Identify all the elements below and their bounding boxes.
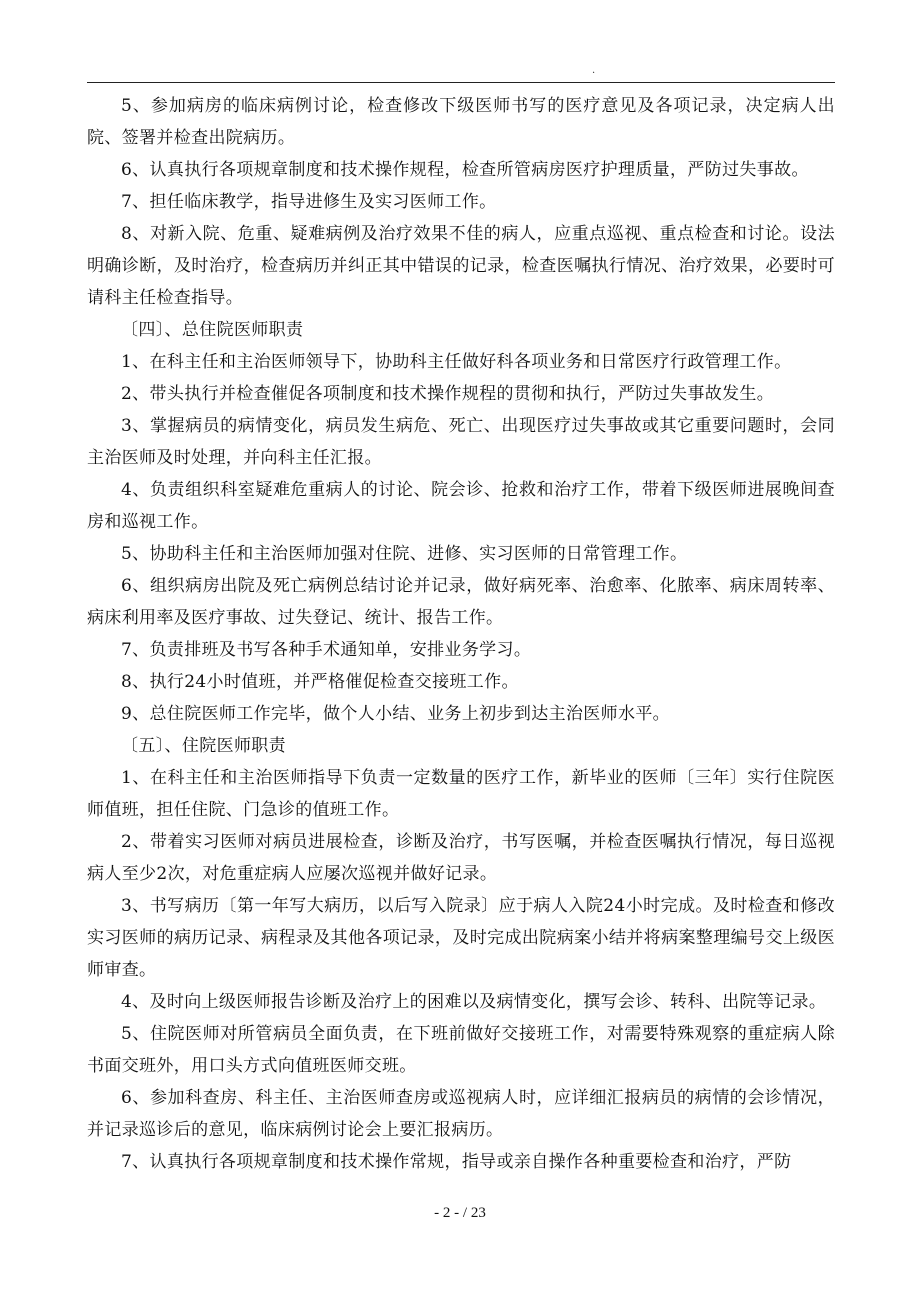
paragraph: 1、在科主任和主治医师领导下，协助科主任做好科各项业务和日常医疗行政管理工作。 bbox=[121, 352, 792, 372]
paragraph: 3、掌握病员的病情变化，病员发生病危、死亡、出现医疗过失事故或其它重要问题时，会同主治医师及时处理，并向科主任汇报。 bbox=[87, 416, 835, 468]
paragraph: 6、参加科查房、科主任、主治医师查房或巡视病人时，应详细汇报病员的病情的会诊情况，并记录巡诊后的意见，临床病例讨论会上要汇报病历。 bbox=[87, 1088, 835, 1140]
paragraph: 2、带着实习医师对病员进展检查，诊断及治疗，书写医嘱，并检查医嘱执行情况，每日巡视病人至少2次，对危重症病人应屡次巡视并做好记录。 bbox=[87, 832, 835, 884]
paragraph: 9、总住院医师工作完毕，做个人小结、业务上初步到达主治医师水平。 bbox=[121, 704, 671, 724]
section-heading: 〔五〕、住院医师职责 bbox=[121, 736, 286, 756]
document-body bbox=[87, 90, 835, 1178]
paragraph: 1、在科主任和主治医师指导下负责一定数量的医疗工作，新毕业的医师〔三年〕实行住院医师值班，担任住院、门急诊的值班工作。 bbox=[87, 768, 835, 820]
paragraph: 5、参加病房的临床病例讨论，检查修改下级医师书写的医疗意见及各项记录，决定病人出院、签署并检查出院病历。 bbox=[87, 96, 835, 148]
paragraph: 3、书写病历〔第一年写大病历，以后写入院录〕应于病人入院24小时完成。及时检查和修改实习医师的病历记录、病程录及其他各项记录，及时完成出院病案小结并将病案整理编号交上级医师审查。 bbox=[87, 896, 835, 980]
paragraph: 6、认真执行各项规章制度和技术操作规程，检查所管病房医疗护理质量，严防过失事故。 bbox=[121, 160, 809, 180]
paragraph: 8、执行24小时值班，并严格催促检查交接班工作。 bbox=[121, 672, 519, 692]
paragraph: 5、协助科主任和主治医师加强对住院、进修、实习医师的日常管理工作。 bbox=[121, 544, 688, 564]
paragraph: 6、组织病房出院及死亡病例总结讨论并记录，做好病死率、治愈率、化脓率、病床周转率、病床利用率及医疗事故、过失登记、统计、报告工作。 bbox=[87, 576, 835, 628]
header-rule bbox=[87, 82, 835, 83]
paragraph: 2、带头执行并检查催促各项制度和技术操作规程的贯彻和执行，严防过失事故发生。 bbox=[121, 384, 775, 404]
section-heading: 〔四〕、总住院医师职责 bbox=[121, 320, 304, 340]
paragraph: 7、认真执行各项规章制度和技术操作常规，指导或亲自操作各种重要检查和治疗，严防 bbox=[121, 1152, 792, 1172]
paragraph: 7、负责排班及书写各种手术通知单，安排业务学习。 bbox=[121, 640, 532, 660]
header-mark: . bbox=[592, 65, 596, 76]
paragraph: 4、及时向上级医师报告诊断及治疗上的困难以及病情变化，撰写会诊、转科、出院等记录。 bbox=[121, 992, 827, 1012]
paragraph: 8、对新入院、危重、疑难病例及治疗效果不佳的病人，应重点巡视、重点检查和讨论。设法明确诊断，及时治疗，检查病历并纠正其中错误的记录，检查医嘱执行情况、治疗效果，必要时可请科主任检查指导。 bbox=[87, 224, 835, 308]
page-number: - 2 - / 23 bbox=[434, 1205, 486, 1221]
paragraph: 4、负责组织科室疑难危重病人的讨论、院会诊、抢救和治疗工作，带着下级医师进展晚间查房和巡视工作。 bbox=[87, 480, 835, 532]
paragraph: 5、住院医师对所管病员全面负责，在下班前做好交接班工作，对需要特殊观察的重症病人除书面交班外，用口头方式向值班医师交班。 bbox=[87, 1024, 835, 1076]
paragraph: 7、担任临床教学，指导进修生及实习医师工作。 bbox=[121, 192, 497, 212]
